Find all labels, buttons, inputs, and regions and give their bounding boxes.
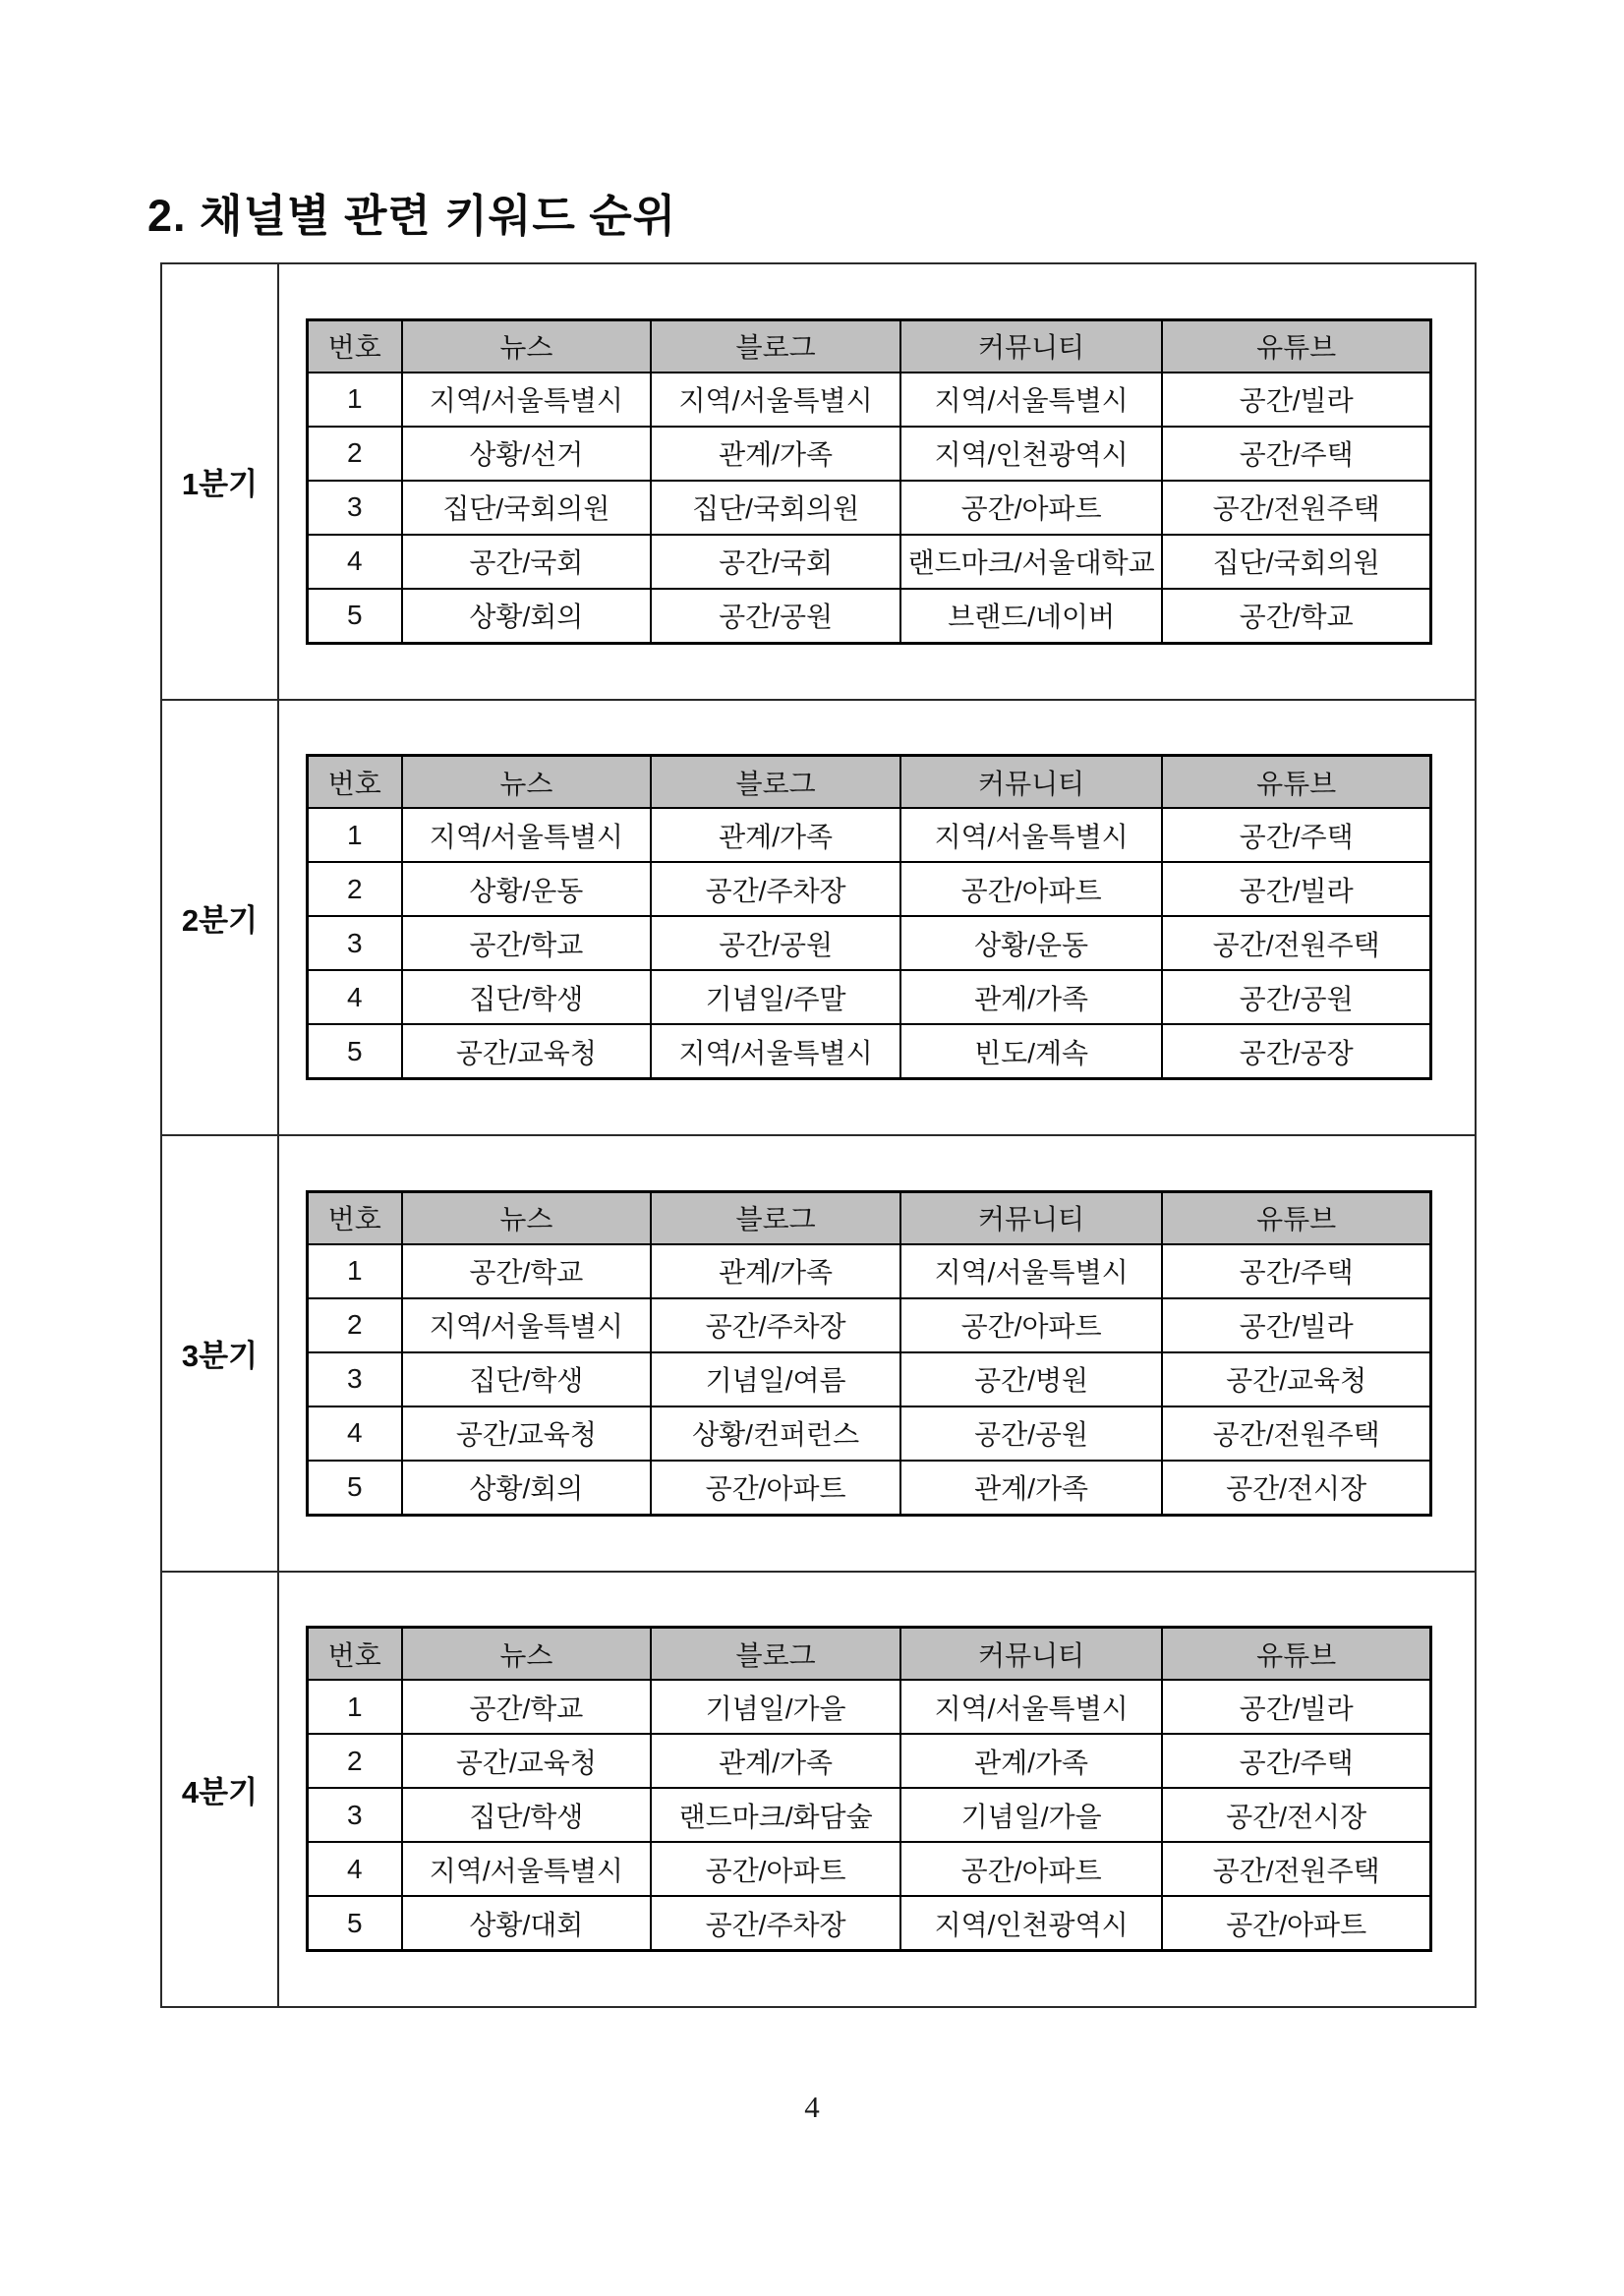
keyword-cell: 공간/교육청 xyxy=(402,1024,652,1079)
quarter-section xyxy=(162,1573,1475,2007)
keyword-cell: 공간/빌라 xyxy=(1162,1680,1430,1734)
keyword-cell: 지역/서울특별시 xyxy=(900,808,1162,862)
keyword-cell: 집단/국회의원 xyxy=(1162,535,1430,589)
table-row xyxy=(308,1788,1431,1842)
keyword-cell: 기념일/가을 xyxy=(651,1680,900,1734)
quarter-label: 3분기 xyxy=(162,1136,279,1571)
column-header: 번호 xyxy=(308,1628,402,1681)
keyword-cell: 공간/전원주택 xyxy=(1162,916,1430,970)
keyword-cell: 관계/가족 xyxy=(651,1734,900,1788)
keyword-cell: 랜드마크/서울대학교 xyxy=(900,535,1162,589)
keyword-cell: 상황/회의 xyxy=(402,1461,652,1516)
column-header: 블로그 xyxy=(651,319,900,373)
keyword-cell: 집단/학생 xyxy=(402,1352,652,1406)
rank-cell: 1 xyxy=(308,373,402,427)
keyword-cell: 공간/공원 xyxy=(1162,970,1430,1024)
keyword-cell: 집단/국회의원 xyxy=(402,481,652,535)
table-row xyxy=(308,1244,1431,1298)
keyword-cell: 지역/서울특별시 xyxy=(651,373,900,427)
rank-cell: 5 xyxy=(308,1896,402,1951)
column-header: 커뮤니티 xyxy=(900,1191,1162,1244)
keyword-cell: 상황/선거 xyxy=(402,427,652,481)
table-row xyxy=(308,970,1431,1024)
table-row xyxy=(308,1352,1431,1406)
keyword-cell: 지역/서울특별시 xyxy=(651,1024,900,1079)
keyword-rank-table xyxy=(306,318,1432,645)
keyword-cell: 공간/주차장 xyxy=(651,862,900,916)
quarter-content xyxy=(279,701,1475,1135)
column-header: 블로그 xyxy=(651,1628,900,1681)
keyword-cell: 공간/전원주택 xyxy=(1162,481,1430,535)
column-header: 커뮤니티 xyxy=(900,319,1162,373)
keyword-rank-table xyxy=(306,1626,1432,1952)
table-row xyxy=(308,427,1431,481)
table-row xyxy=(308,481,1431,535)
column-header: 블로그 xyxy=(651,756,900,809)
quarter-content xyxy=(279,1573,1475,2007)
keyword-cell: 관계/가족 xyxy=(900,970,1162,1024)
keyword-cell: 집단/국회의원 xyxy=(651,481,900,535)
keyword-cell: 공간/교육청 xyxy=(402,1734,652,1788)
keyword-cell: 지역/서울특별시 xyxy=(900,1244,1162,1298)
column-header: 번호 xyxy=(308,1191,402,1244)
keyword-cell: 공간/주택 xyxy=(1162,1734,1430,1788)
rank-cell: 5 xyxy=(308,589,402,644)
keyword-cell: 공간/빌라 xyxy=(1162,862,1430,916)
quarterly-keyword-tables-container xyxy=(160,262,1477,2008)
keyword-cell: 공간/주택 xyxy=(1162,1244,1430,1298)
keyword-cell: 브랜드/네이버 xyxy=(900,589,1162,644)
table-row xyxy=(308,589,1431,644)
keyword-cell: 기념일/주말 xyxy=(651,970,900,1024)
column-header: 유튜브 xyxy=(1162,756,1430,809)
keyword-cell: 지역/서울특별시 xyxy=(402,1298,652,1352)
keyword-cell: 공간/아파트 xyxy=(651,1842,900,1896)
keyword-cell: 공간/공장 xyxy=(1162,1024,1430,1079)
rank-cell: 3 xyxy=(308,481,402,535)
keyword-cell: 공간/공원 xyxy=(651,589,900,644)
keyword-cell: 공간/학교 xyxy=(402,1680,652,1734)
column-header: 뉴스 xyxy=(402,1191,652,1244)
header-row xyxy=(308,756,1431,809)
keyword-cell: 공간/공원 xyxy=(900,1406,1162,1461)
table-row xyxy=(308,808,1431,862)
keyword-cell: 공간/전원주택 xyxy=(1162,1406,1430,1461)
rank-cell: 5 xyxy=(308,1024,402,1079)
table-row xyxy=(308,535,1431,589)
header-row xyxy=(308,319,1431,373)
keyword-cell: 상황/컨퍼런스 xyxy=(651,1406,900,1461)
quarter-section xyxy=(162,264,1475,701)
keyword-cell: 공간/학교 xyxy=(1162,589,1430,644)
keyword-cell: 상황/회의 xyxy=(402,589,652,644)
keyword-rank-table xyxy=(306,754,1432,1080)
keyword-cell: 공간/빌라 xyxy=(1162,1298,1430,1352)
quarter-label: 1분기 xyxy=(162,264,279,699)
keyword-cell: 공간/아파트 xyxy=(900,481,1162,535)
column-header: 뉴스 xyxy=(402,319,652,373)
column-header: 뉴스 xyxy=(402,756,652,809)
rank-cell: 5 xyxy=(308,1461,402,1516)
keyword-cell: 집단/학생 xyxy=(402,970,652,1024)
column-header: 커뮤니티 xyxy=(900,1628,1162,1681)
keyword-cell: 관계/가족 xyxy=(651,1244,900,1298)
keyword-cell: 공간/전원주택 xyxy=(1162,1842,1430,1896)
table-row xyxy=(308,373,1431,427)
keyword-cell: 공간/국회 xyxy=(402,535,652,589)
column-header: 블로그 xyxy=(651,1191,900,1244)
rank-cell: 2 xyxy=(308,862,402,916)
column-header: 유튜브 xyxy=(1162,1191,1430,1244)
column-header: 커뮤니티 xyxy=(900,756,1162,809)
rank-cell: 1 xyxy=(308,808,402,862)
header-row xyxy=(308,1191,1431,1244)
rank-cell: 4 xyxy=(308,970,402,1024)
keyword-cell: 빈도/계속 xyxy=(900,1024,1162,1079)
keyword-cell: 집단/학생 xyxy=(402,1788,652,1842)
keyword-cell: 공간/전시장 xyxy=(1162,1788,1430,1842)
rank-cell: 3 xyxy=(308,1352,402,1406)
rank-cell: 2 xyxy=(308,1298,402,1352)
keyword-cell: 공간/아파트 xyxy=(651,1461,900,1516)
keyword-cell: 상황/운동 xyxy=(900,916,1162,970)
table-row xyxy=(308,1024,1431,1079)
keyword-cell: 상황/운동 xyxy=(402,862,652,916)
table-row xyxy=(308,862,1431,916)
keyword-cell: 공간/학교 xyxy=(402,916,652,970)
keyword-cell: 관계/가족 xyxy=(651,808,900,862)
rank-cell: 2 xyxy=(308,1734,402,1788)
rank-cell: 4 xyxy=(308,1406,402,1461)
column-header: 번호 xyxy=(308,319,402,373)
table-row xyxy=(308,1896,1431,1951)
keyword-cell: 관계/가족 xyxy=(900,1734,1162,1788)
rank-cell: 1 xyxy=(308,1680,402,1734)
keyword-cell: 지역/서울특별시 xyxy=(402,808,652,862)
keyword-cell: 상황/대회 xyxy=(402,1896,652,1951)
keyword-cell: 공간/아파트 xyxy=(900,1298,1162,1352)
quarter-content xyxy=(279,264,1475,699)
quarter-label: 4분기 xyxy=(162,1573,279,2007)
keyword-cell: 기념일/가을 xyxy=(900,1788,1162,1842)
column-header: 유튜브 xyxy=(1162,1628,1430,1681)
rank-cell: 3 xyxy=(308,1788,402,1842)
page-title: 2. 채널별 관련 키워드 순위 xyxy=(147,191,677,241)
keyword-cell: 지역/서울특별시 xyxy=(900,1680,1162,1734)
quarter-label: 2분기 xyxy=(162,701,279,1135)
table-row xyxy=(308,1461,1431,1516)
keyword-cell: 공간/아파트 xyxy=(900,862,1162,916)
quarter-section xyxy=(162,701,1475,1137)
table-row xyxy=(308,1298,1431,1352)
column-header: 유튜브 xyxy=(1162,319,1430,373)
header-row xyxy=(308,1628,1431,1681)
keyword-cell: 공간/주차장 xyxy=(651,1896,900,1951)
keyword-cell: 지역/서울특별시 xyxy=(900,373,1162,427)
table-row xyxy=(308,1406,1431,1461)
keyword-cell: 공간/주차장 xyxy=(651,1298,900,1352)
keyword-cell: 공간/빌라 xyxy=(1162,373,1430,427)
keyword-cell: 공간/공원 xyxy=(651,916,900,970)
rank-cell: 3 xyxy=(308,916,402,970)
keyword-cell: 공간/아파트 xyxy=(1162,1896,1430,1951)
keyword-cell: 공간/주택 xyxy=(1162,427,1430,481)
rank-cell: 4 xyxy=(308,1842,402,1896)
keyword-cell: 공간/교육청 xyxy=(402,1406,652,1461)
table-row xyxy=(308,1842,1431,1896)
keyword-cell: 지역/서울특별시 xyxy=(402,373,652,427)
keyword-cell: 기념일/여름 xyxy=(651,1352,900,1406)
keyword-cell: 공간/교육청 xyxy=(1162,1352,1430,1406)
quarter-content xyxy=(279,1136,1475,1571)
keyword-cell: 공간/아파트 xyxy=(900,1842,1162,1896)
table-row xyxy=(308,916,1431,970)
keyword-cell: 공간/전시장 xyxy=(1162,1461,1430,1516)
keyword-cell: 지역/인천광역시 xyxy=(900,427,1162,481)
keyword-cell: 관계/가족 xyxy=(900,1461,1162,1516)
column-header: 번호 xyxy=(308,756,402,809)
keyword-cell: 공간/병원 xyxy=(900,1352,1162,1406)
keyword-cell: 관계/가족 xyxy=(651,427,900,481)
rank-cell: 2 xyxy=(308,427,402,481)
keyword-cell: 공간/국회 xyxy=(651,535,900,589)
keyword-rank-table xyxy=(306,1190,1432,1517)
keyword-cell: 공간/주택 xyxy=(1162,808,1430,862)
page-number: 4 xyxy=(804,2090,820,2124)
column-header: 뉴스 xyxy=(402,1628,652,1681)
rank-cell: 4 xyxy=(308,535,402,589)
quarter-section xyxy=(162,1136,1475,1573)
keyword-cell: 공간/학교 xyxy=(402,1244,652,1298)
keyword-cell: 랜드마크/화담숲 xyxy=(651,1788,900,1842)
rank-cell: 1 xyxy=(308,1244,402,1298)
keyword-cell: 지역/인천광역시 xyxy=(900,1896,1162,1951)
table-row xyxy=(308,1734,1431,1788)
keyword-cell: 지역/서울특별시 xyxy=(402,1842,652,1896)
table-row xyxy=(308,1680,1431,1734)
